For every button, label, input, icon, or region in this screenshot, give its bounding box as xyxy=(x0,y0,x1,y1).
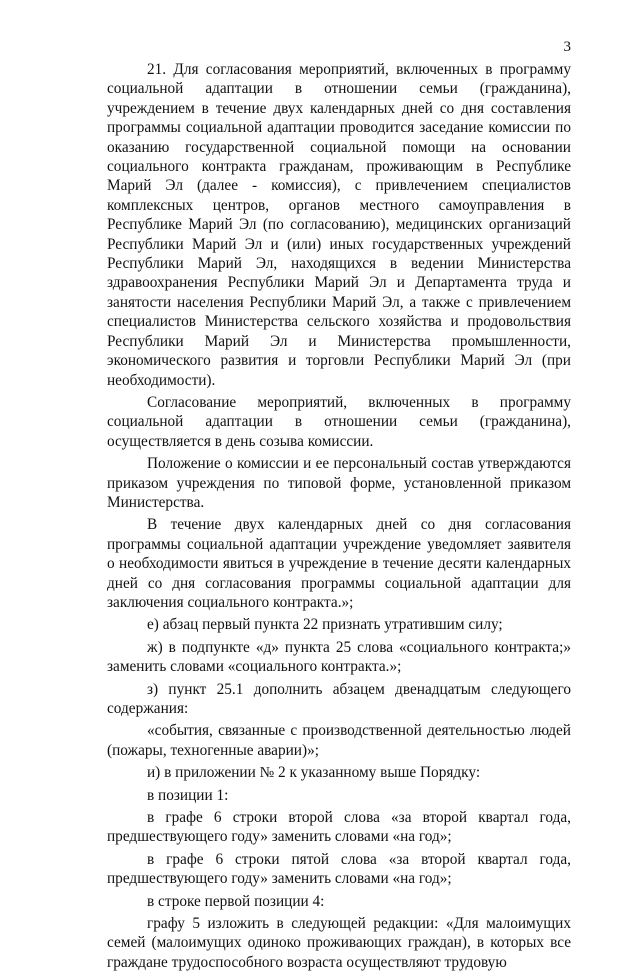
paragraph-notification: В течение двух календарных дней со дня согласования программы социальной адаптации учреждение уведомляет заявителя о необходимости явиться в учреждение в течение десяти календарных дней со дня согласования программы социальной адаптации для заключения социального контракта.»; xyxy=(107,516,571,611)
paragraph-events-quote: «события, связанные с производственной деятельностью людей (пожары, техногенные аварии)»; xyxy=(107,722,571,759)
paragraph-item-e: е) абзац первый пункта 22 признать утратившим силу; xyxy=(147,616,503,634)
paragraph-column-5-text: графу 5 изложить в следующей редакции: «Для малоимущих семей (малоимущих одиноко проживающих граждан), в которых все граждане трудоспособного возраста осуществляют трудовую xyxy=(107,915,571,971)
paragraph-approval-timing: Согласование мероприятий, включенных в программу социальной адаптации в отношении семьи (гражданина), осуществляется в день созыва комиссии. xyxy=(107,393,571,450)
paragraph-item-zh: ж) в подпункте «д» пункта 25 слова «социального контракта;» заменить словами «социального контракта.»; xyxy=(107,638,571,676)
paragraph-position-1: в позиции 1: xyxy=(147,786,229,804)
paragraph-position-4-row-1: в строке первой позиции 4: xyxy=(147,892,325,910)
page-number: 3 xyxy=(563,39,571,55)
paragraph-commission-regulation: Положение о комиссии и ее персональный состав утверждаются приказом учреждения по типовой форме, установленной приказом Министерства. xyxy=(107,455,571,511)
paragraph-column-6-row-2: в графе 6 строки второй слова «за второй квартал года, предшествующего году» заменить словами «на год»; xyxy=(107,809,571,846)
paragraph-column-6-row-5: в графе 6 строки пятой слова «за второй квартал года, предшествующего году» заменить словами «на год»; xyxy=(107,850,571,888)
document-body xyxy=(107,60,571,975)
paragraph-item-z: з) пункт 25.1 дополнить абзацем двенадцатым следующего содержания: xyxy=(107,680,571,717)
paragraph-21: 21. Для согласования мероприятий, включенных в программу социальной адаптации в отношении семьи (гражданина), учреждением в течение двух календарных дней со дня составления программы социальной адаптации проводится заседание комиссии по оказанию государственной социальной помощи на основании социального контракта гражданам, проживающим в Республике Марий Эл (далее - комиссия), с привлечением специалистов комплексных центров, органов местного самоуправления в Республике Марий Эл (по согласованию), медицинских организаций Республики Марий Эл и (или) иных государственных учреждений Республики Марий Эл, находящихся в ведении Министерства здравоохранения Республики Марий Эл и Департамента труда и занятости населения Республики Марий Эл, а также с привлечением специалистов Министерства сельского хозяйства и продовольствия Республики Марий Эл и Министерства промышленности, экономического развития и торговли Республики Марий Эл (при необходимости). xyxy=(107,61,571,389)
paragraph-item-i: и) в приложении № 2 к указанному выше Порядку: xyxy=(147,764,481,782)
